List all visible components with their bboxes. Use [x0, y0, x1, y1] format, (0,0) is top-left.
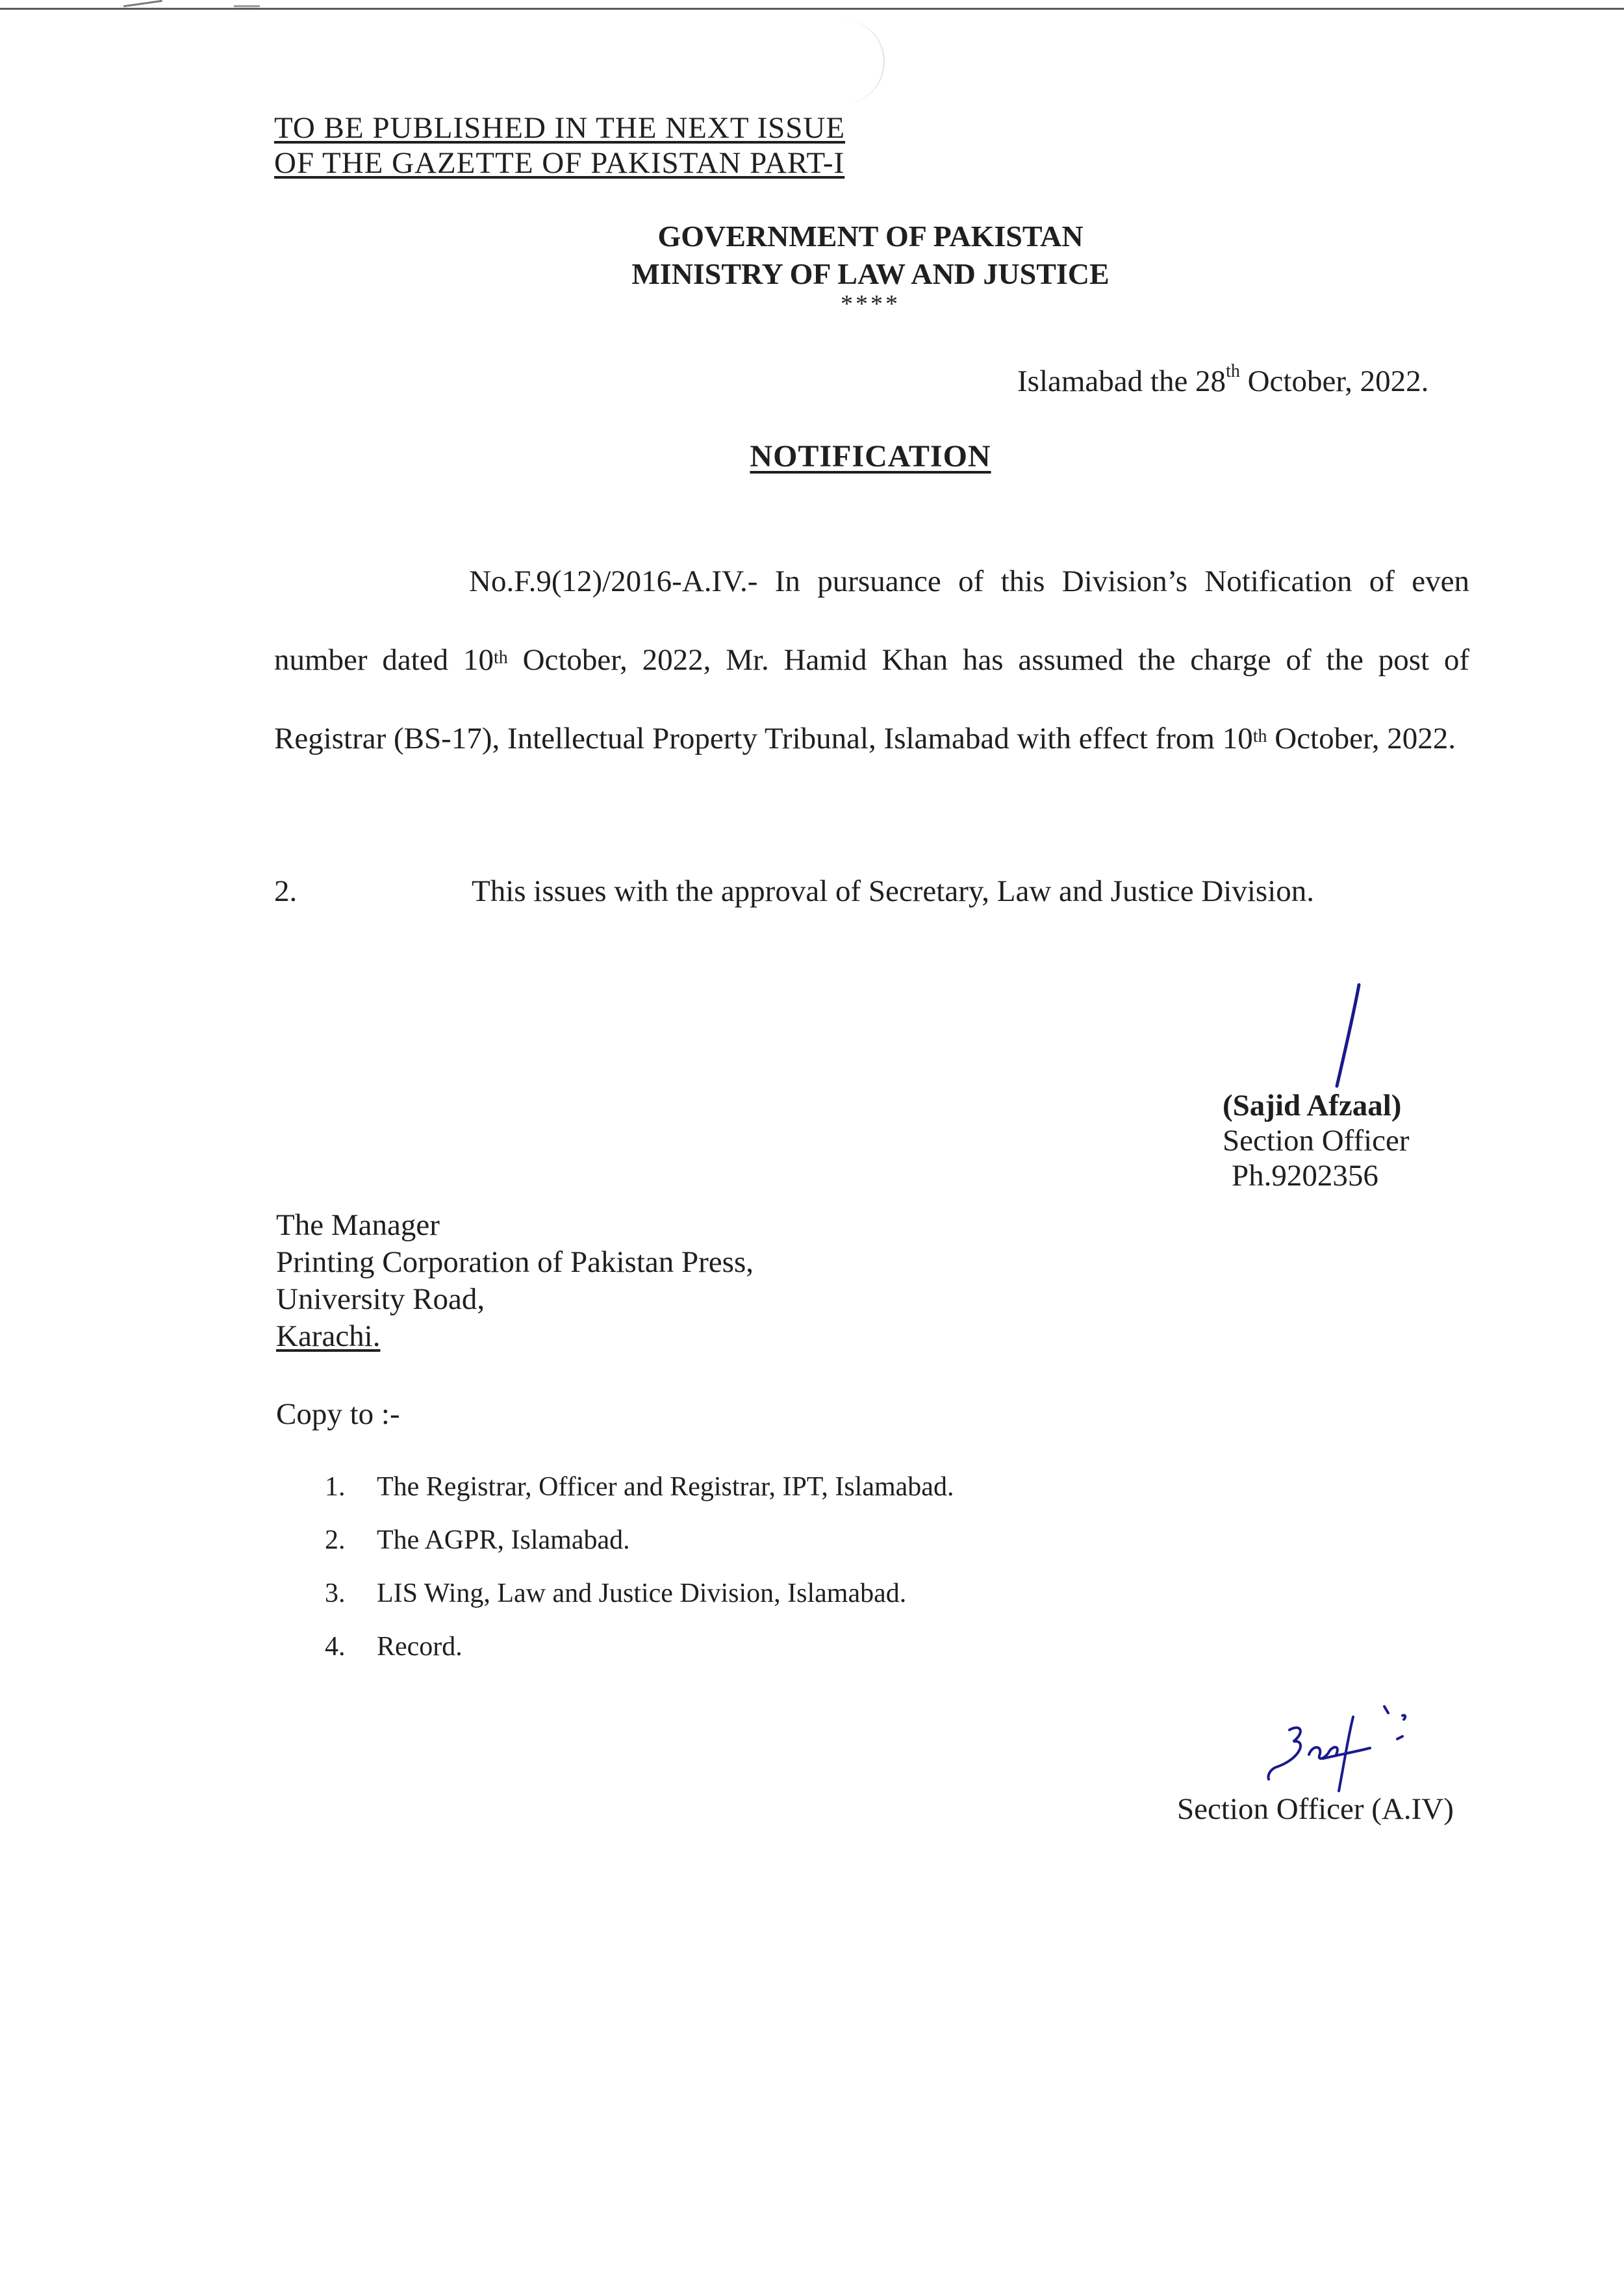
date-prefix: Islamabad the 28 — [1017, 364, 1226, 398]
initials-signature — [1263, 1699, 1432, 1796]
date-ordinal: th — [1226, 361, 1240, 381]
copy-to-list — [325, 1460, 954, 1673]
paragraph-2-number: 2. — [274, 874, 298, 908]
signatory-designation: Section Officer — [1223, 1124, 1410, 1158]
ministry-title: MINISTRY OF LAW AND JUSTICE — [631, 257, 1110, 290]
list-item-text: The AGPR, Islamabad. — [377, 1525, 630, 1555]
body-ordinal1: th — [493, 648, 508, 668]
list-item-text: Record. — [377, 1632, 463, 1662]
issue-date — [1017, 361, 1429, 399]
government-title: GOVERNMENT OF PAKISTAN — [657, 220, 1084, 253]
list-item — [325, 1514, 954, 1567]
list-item-number: 1. — [325, 1472, 346, 1502]
list-item — [325, 1567, 954, 1620]
address-city-text: Karachi. — [276, 1319, 381, 1353]
section-officer-signature-label: Section Officer (A.IV) — [1177, 1792, 1454, 1826]
address-line1: The Manager — [276, 1208, 440, 1242]
document-heading — [0, 218, 1624, 318]
signatory-phone: Ph.9202356 — [1232, 1159, 1378, 1193]
paragraph-2-text: This issues with the approval of Secretary, Law and Justice Division. — [472, 874, 1314, 908]
page-curl-shadow — [767, 19, 885, 104]
address-line3: University Road, — [276, 1282, 485, 1316]
address-city — [276, 1318, 754, 1355]
signatory-block — [1223, 1088, 1410, 1193]
address-line2: Printing Corporation of Pakistan Press, — [276, 1245, 754, 1279]
body-part1: No.F.9(12)/2016-A.IV.- In pursuance of this Division’s Notification of even number dated 10 — [274, 564, 1469, 677]
signature-stroke — [1325, 981, 1371, 1091]
scan-top-edge — [0, 8, 1624, 10]
gazette-note-line1: TO BE PUBLISHED IN THE NEXT ISSUE — [274, 111, 846, 145]
list-item-text: The Registrar, Officer and Registrar, IPT, Islamabad. — [377, 1472, 954, 1502]
gazette-note-line2: OF THE GAZETTE OF PAKISTAN PART-I — [274, 146, 845, 180]
notification-body — [274, 542, 1469, 778]
recipient-address — [276, 1207, 754, 1355]
body-part3: October, 2022. — [1267, 722, 1456, 755]
date-rest: October, 2022. — [1239, 364, 1429, 398]
heading-stars: **** — [841, 290, 900, 318]
list-item-text: LIS Wing, Law and Justice Division, Islamabad. — [377, 1579, 907, 1608]
notification-title: NOTIFICATION — [750, 439, 991, 474]
paragraph-2 — [274, 874, 1314, 909]
scan-mark — [234, 5, 260, 7]
list-item-number: 3. — [325, 1579, 346, 1608]
body-part2: October, 2022, Mr. Hamid Khan has assumed the charge of the post of Registrar (BS-17), Intellectual Property Tribunal, Islamabad with effect from 10 — [274, 643, 1469, 755]
signatory-name: (Sajid Afzaal) — [1223, 1089, 1402, 1122]
list-item — [325, 1460, 954, 1514]
copy-to-label: Copy to :- — [276, 1397, 400, 1431]
scan-mark — [123, 0, 162, 7]
gazette-note — [274, 110, 845, 181]
list-item-number: 2. — [325, 1525, 346, 1555]
body-ordinal2: th — [1252, 726, 1267, 746]
list-item — [325, 1620, 954, 1673]
list-item-number: 4. — [325, 1632, 346, 1662]
